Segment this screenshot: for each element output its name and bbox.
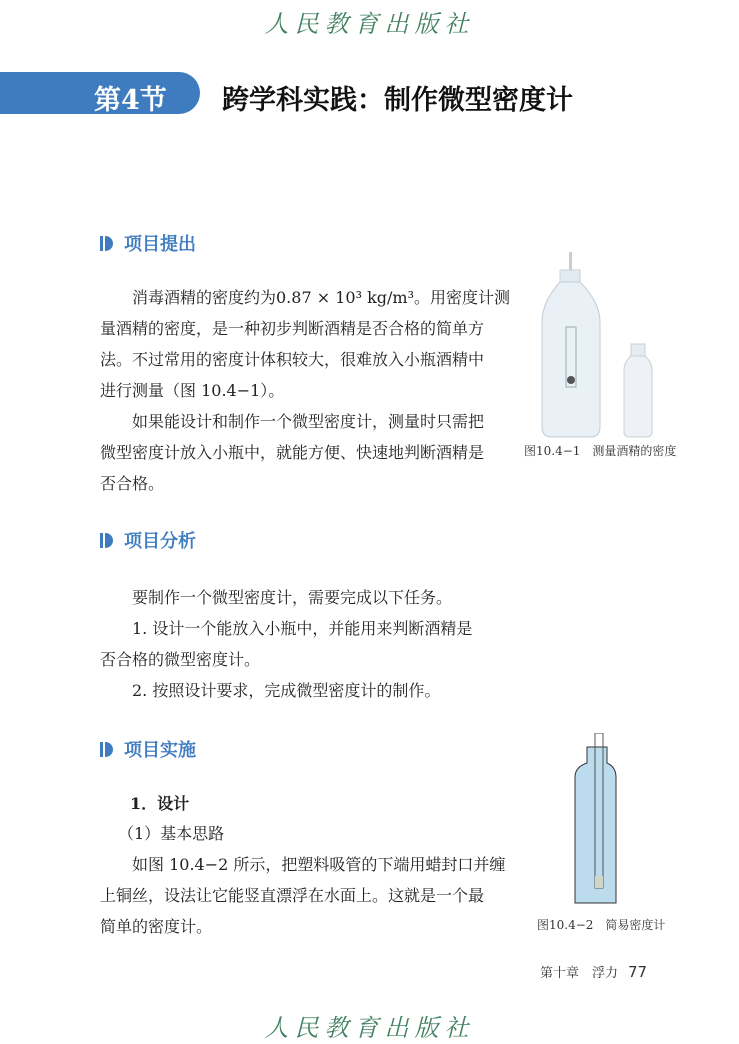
heading-project-implementation: 项目实施 [100,736,196,762]
page-number: 77 [628,963,648,981]
analysis-paragraph: 要制作一个微型密度计，需要完成以下任务。 1. 设计一个能放入小瓶中，并能用来判断酒精是 否合格的微型密度计。 2. 按照设计要求，完成微型密度计的制作。 [100,588,473,700]
heading-project-analysis: 项目分析 [100,527,196,553]
intro-paragraph-2: 如果能设计和制作一个微型密度计，测量时只需把 微型密度计放入小瓶中，就能方便、快速地判断酒精是 否合格。 [100,412,485,493]
chapter-label: 第十章 浮力 [540,966,619,981]
step-heading: 1．设计 [130,794,190,813]
intro-paragraph-1: 消毒酒精的密度约为0.87 × 10³ kg/m³。用密度计测 量酒精的密度，是一种初步判断酒精是否合格的简单方 法。不过常用的密度计体积较大，很难放入小瓶酒精中 进行测量（图 10.4−1）。 [100,288,510,400]
page-footer [540,962,647,981]
section-number: 第4节 [94,85,167,116]
figure-caption-2: 图10.4−2 简易密度计 [537,918,666,932]
heading-marker-icon [100,742,114,757]
publisher-logo: 人民教育出版社 [264,10,475,38]
heading-marker-icon [100,533,114,548]
section-title: 跨学科实践：制作微型密度计 [222,85,573,116]
figure-simple-hydrometer [570,733,640,905]
sub-heading: （1）基本思路 [118,824,225,843]
implementation-paragraph: 如图 10.4−2 所示，把塑料吸管的下端用蜡封口并缠 上铜丝，设法让它能竖直漂浮在水面上。这就是一个最 简单的密度计。 [100,855,506,936]
figure-bottles-photo [520,252,680,442]
publisher-logo-bottom: 人民教育出版社 [264,1014,475,1042]
heading-project-proposal: 项目提出 [100,230,196,256]
heading-marker-icon [100,236,114,251]
figure-caption-1: 图10.4−1 测量酒精的密度 [524,444,677,458]
